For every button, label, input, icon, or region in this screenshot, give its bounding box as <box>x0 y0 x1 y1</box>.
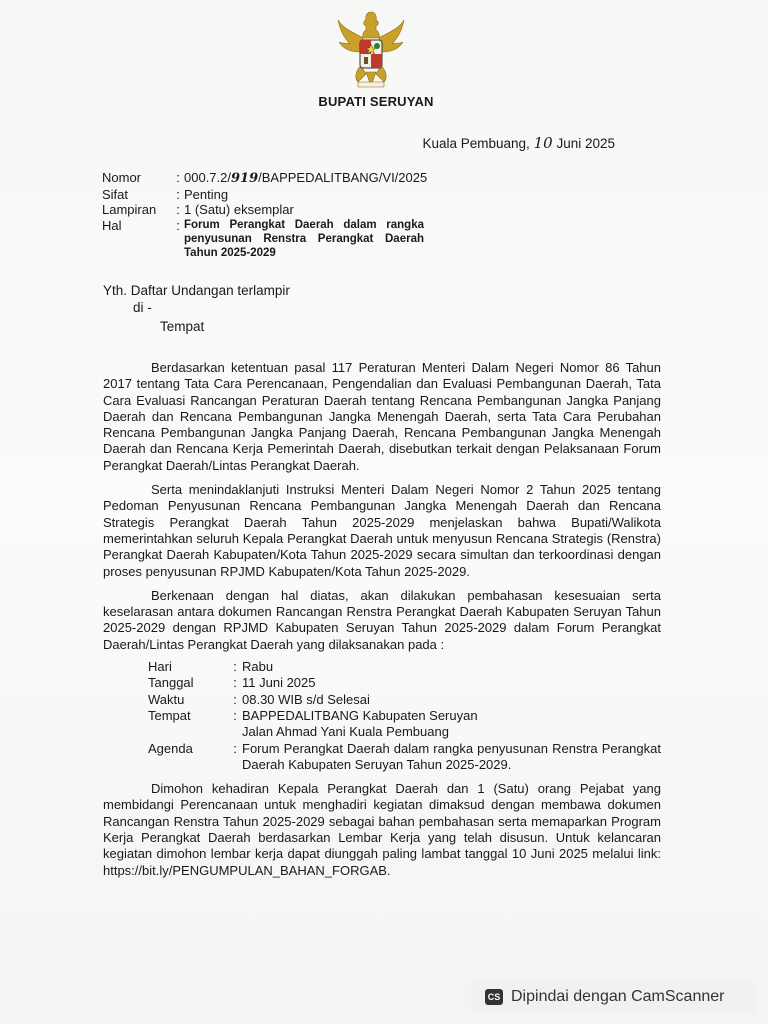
camscanner-text: Dipindai dengan CamScanner <box>511 988 725 1005</box>
detail-value: 08.30 WIB s/d Selesai <box>242 691 370 707</box>
detail-row <box>148 675 661 691</box>
letter-body <box>103 360 661 887</box>
garuda-emblem <box>336 8 406 90</box>
handwritten-number: 919 <box>231 171 259 186</box>
detail-colon: : <box>233 740 237 756</box>
meta-label: Nomor <box>102 170 142 185</box>
paragraph-4: Dimohon kehadiran Kepala Perangkat Daerah dan 1 (Satu) orang Pejabat yang membidangi Perencanaan untuk menghadiri kegiatan dimaksud dengan membawa dokumen Rancangan Renstra Tahun 2025-2029 sebagai bahan pembahasan serta memaparkan Program Kerja Perangkat Daerah berdasarkan Lembar Kerja yang telah disusun. Untuk kelancaran kegiatan dimohon lembar kerja dapat diunggah paling lambat tanggal 10 Juni 2025 melalui link: https://bit.ly/PENGUMPULAN_BAHAN_FORGAB. <box>103 781 661 878</box>
detail-label: Hari <box>148 659 172 675</box>
letterhead-title: BUPATI SERUYAN <box>318 94 434 109</box>
place-date <box>422 134 615 152</box>
detail-row <box>148 692 661 708</box>
meta-label: Sifat <box>102 186 129 202</box>
meta-sifat <box>102 187 424 203</box>
detail-row <box>148 708 661 741</box>
detail-label: Tempat <box>148 707 191 723</box>
meta-colon: : <box>176 202 180 217</box>
number-suffix: /BAPPEDALITBANG/VI/2025 <box>258 170 428 185</box>
paragraph-3: Berkenaan dengan hal diatas, akan dilakukan pembahasan kesesuaian serta keselarasan antara dokumen Rancangan Renstra Perangkat Daerah Kabupaten Seruyan Tahun 2025-2029 dengan RPJMD Kabupaten Seruyan Tahun 2025-2029 dalam Forum Perangkat Daerah/Lintas Perangkat Daerah yang dilaksanakan pada : <box>103 587 661 652</box>
meta-colon: : <box>176 170 180 185</box>
meta-label: Lampiran <box>102 202 157 217</box>
recipient-place: Tempat <box>160 319 205 334</box>
paragraph-2: Serta menindaklanjuti Instruksi Menteri Dalam Negeri Nomor 2 Tahun 2025 tentang Pedoman Penyusunan Rencana Pembangunan Jangka Menengah Daerah dan Rencana Strategis Perangkat Daerah Tahun 2025-2029 menjelaskan bahwa Bupati/Walikota memerintahkan seluruh Kepala Perangkat Daerah untuk menyusun Rencana Strategis (Renstra) Perangkat Daerah Kabupaten/Kota Tahun 2025-2029 secara simultan dan terkoordinasi dengan proses penyusunan RPJMD Kabupaten/Kota Tahun 2025-2029. <box>103 482 661 579</box>
camscanner-watermark <box>471 981 755 1013</box>
detail-value: Forum Perangkat Daerah dalam rangka penyusunan Renstra Perangkat Daerah Kabupaten Seruyan Tahun 2025-2029. <box>242 740 661 772</box>
number-prefix: 000.7.2/ <box>184 170 231 185</box>
recipient-di: di - <box>133 300 152 315</box>
meta-value: Penting <box>184 186 229 202</box>
recipient-block <box>103 282 290 335</box>
meta-colon: : <box>176 217 180 233</box>
detail-value: Rabu <box>242 659 274 675</box>
handwritten-day: 10 <box>533 134 553 152</box>
meta-value: 1 (Satu) eksemplar <box>184 202 294 217</box>
meta-hal <box>102 218 424 260</box>
detail-label: Waktu <box>148 691 185 707</box>
letter-number <box>184 170 428 187</box>
meta-label: Hal <box>102 217 122 233</box>
subject: Forum Perangkat Daerah dalam rangka penyusunan Renstra Perangkat Daerah Tahun 2025-2029 <box>184 218 424 259</box>
detail-colon: : <box>233 707 237 723</box>
meta-colon: : <box>176 186 180 202</box>
detail-label: Tanggal <box>148 675 194 691</box>
detail-value: 11 Juni 2025 <box>242 675 316 691</box>
event-details <box>148 659 661 773</box>
paragraph-1: Berdasarkan ketentuan pasal 117 Peraturan Menteri Dalam Negeri Nomor 86 Tahun 2017 tentang Tata Cara Perencanaan, Pengendalian dan Evaluasi Pembangunan Daerah, Tata Cara Evaluasi Rancangan Peraturan Daerah tentang Rencana Pembangunan Jangka Panjang Daerah dan Rencana Pembangunan Jangka Menengah Daerah, serta Tata Cara Perubahan Rencana Pembangunan Jangka Panjang Daerah, Rencana Pembangunan Jangka Menengah Daerah dan Rencana Kerja Pemerintah Daerah, disebutkan terkait dengan Pelaksanaan Forum Perangkat Daerah/Lintas Perangkat Daerah. <box>103 360 661 473</box>
detail-colon: : <box>233 659 237 675</box>
letter-metadata <box>102 170 428 260</box>
recipient: Yth. Daftar Undangan terlampir <box>103 283 290 298</box>
detail-label: Agenda <box>148 740 193 756</box>
place-label: Kuala Pembuang, <box>422 136 530 151</box>
meta-nomor <box>102 170 428 187</box>
detail-row <box>148 659 661 675</box>
camscanner-icon: CS <box>485 989 503 1005</box>
detail-colon: : <box>233 691 237 707</box>
venue-address: Jalan Ahmad Yani Kuala Pembuang <box>242 724 449 740</box>
venue-name: BAPPEDALITBANG Kabupaten Seruyan <box>242 707 478 723</box>
detail-row <box>148 741 661 774</box>
month-year: Juni 2025 <box>556 136 615 151</box>
detail-colon: : <box>233 675 237 691</box>
detail-value <box>242 708 661 741</box>
meta-lampiran <box>102 202 424 218</box>
